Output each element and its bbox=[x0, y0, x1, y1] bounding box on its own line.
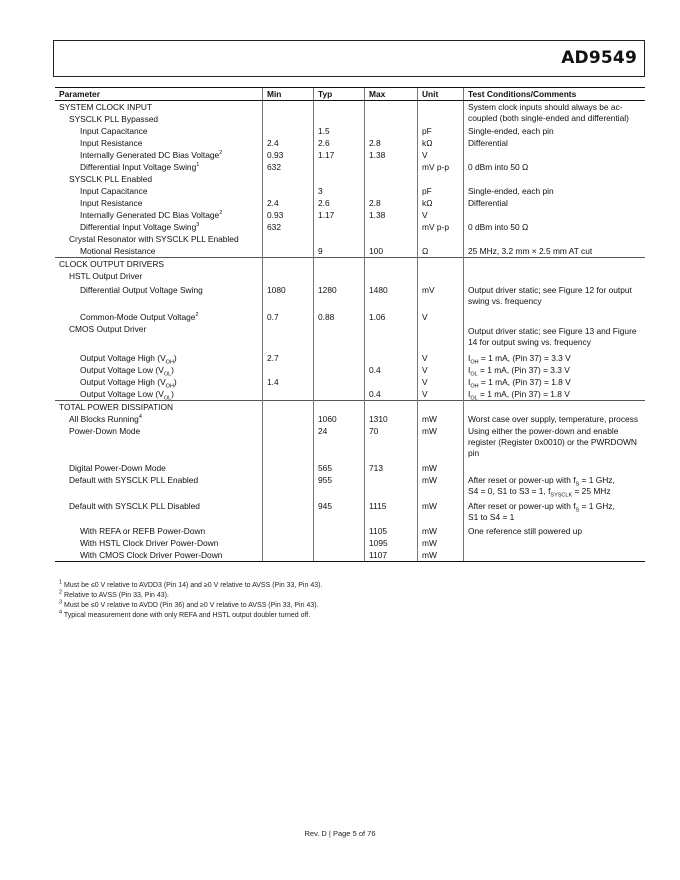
min-value bbox=[263, 125, 314, 137]
footnote-ref: 2 bbox=[219, 150, 223, 157]
table-row bbox=[55, 197, 645, 209]
max-value bbox=[365, 352, 418, 364]
param-label: Motional Resistance bbox=[80, 246, 156, 256]
unit-value: V bbox=[418, 364, 464, 376]
max-value bbox=[365, 185, 418, 197]
unit-value: V bbox=[418, 376, 464, 388]
typ-value: 1.5 bbox=[314, 125, 365, 137]
typ-value: 565 bbox=[314, 462, 365, 474]
test-conditions: $I_{OL} = 1$ mA, (Pin 37) = 1.8 V bbox=[464, 388, 646, 401]
param-label: Output Voltage Low $(V_{OL})$ bbox=[80, 389, 174, 402]
typ-value bbox=[314, 549, 365, 562]
param-label: Input Resistance bbox=[80, 138, 143, 148]
table-row bbox=[55, 500, 645, 525]
test-conditions: 0 dBm into 50 Ω bbox=[464, 221, 646, 233]
typ-value: 1280 bbox=[314, 282, 365, 311]
table-row bbox=[55, 221, 645, 233]
table-row bbox=[55, 245, 645, 258]
min-value bbox=[263, 500, 314, 525]
param-label: Differential Input Voltage Swing$^1$ bbox=[80, 162, 200, 172]
table-row bbox=[55, 173, 645, 185]
typ-value: 24 bbox=[314, 425, 365, 462]
max-value: 1115 bbox=[365, 500, 418, 525]
table-row bbox=[55, 474, 645, 500]
footnote-ref: 2 bbox=[219, 210, 223, 217]
test-conditions: After reset or power-up with $f_S = 1$ GHz, S4 = 0, S1 to S3 = 1, $f_{SYSCLK} = 25$ MHz bbox=[464, 474, 646, 500]
min-value: 1080 bbox=[263, 282, 314, 311]
typ-value bbox=[314, 364, 365, 376]
typ-value bbox=[314, 376, 365, 388]
table-row bbox=[55, 258, 645, 271]
test-conditions bbox=[464, 462, 646, 474]
section-title: TOTAL POWER DISSIPATION bbox=[55, 401, 263, 414]
unit-value: mV p-p bbox=[418, 221, 464, 233]
min-value: 2.7 bbox=[263, 352, 314, 364]
param-label: With REFA or REFB Power-Down bbox=[80, 526, 206, 536]
subsection-title: SYSCLK PLL Enabled bbox=[69, 174, 153, 184]
typ-value: 2.6 bbox=[314, 197, 365, 209]
param-label: With CMOS Clock Driver Power-Down bbox=[55, 549, 263, 562]
min-value: 632 bbox=[263, 221, 314, 233]
max-value: 70 bbox=[365, 425, 418, 462]
table-row bbox=[55, 125, 645, 137]
table-header-row bbox=[55, 88, 645, 101]
unit-value: V bbox=[418, 388, 464, 401]
max-value: 1105 bbox=[365, 525, 418, 537]
param-label: Output Voltage High $(V_{OH})$ bbox=[80, 377, 177, 390]
table-row bbox=[55, 525, 645, 537]
max-value: 2.8 bbox=[365, 197, 418, 209]
min-value bbox=[263, 364, 314, 376]
max-value: 0.4 bbox=[365, 364, 418, 376]
typ-value: 1.17 bbox=[314, 149, 365, 161]
typ-value: 955 bbox=[314, 474, 365, 500]
footnote: $^1$ Must be ≤0 V relative to AVDD3 (Pin 14) and ≥0 V relative to AVSS (Pin 33, Pin 43). bbox=[59, 579, 323, 589]
param-label: Differential Output Voltage Swing bbox=[80, 285, 203, 295]
unit-value: mW bbox=[418, 425, 464, 462]
unit-value: mW bbox=[418, 474, 464, 500]
min-value bbox=[263, 549, 314, 562]
table-row bbox=[55, 388, 645, 401]
unit-value: mV bbox=[418, 282, 464, 311]
min-value: 1.4 bbox=[263, 376, 314, 388]
table-row bbox=[55, 282, 645, 311]
typ-value bbox=[314, 352, 365, 364]
typ-value bbox=[314, 537, 365, 549]
typ-value: 3 bbox=[314, 185, 365, 197]
min-value bbox=[263, 474, 314, 500]
min-value bbox=[263, 413, 314, 425]
param-label: Internally Generated DC Bias Voltage$^2$ bbox=[80, 150, 223, 160]
typ-value: 1060 bbox=[314, 413, 365, 425]
min-value: 0.93 bbox=[263, 209, 314, 221]
max-value: 1480 bbox=[365, 282, 418, 311]
param-label: Default with SYSCLK PLL Disabled bbox=[69, 501, 200, 511]
footnote-ref: 4 bbox=[138, 414, 142, 421]
table-row bbox=[55, 149, 645, 161]
table-row bbox=[55, 270, 645, 282]
table-row bbox=[55, 233, 645, 245]
test-conditions: Single-ended, each pin bbox=[464, 185, 646, 197]
table-row bbox=[55, 352, 645, 364]
param-label: Digital Power-Down Mode bbox=[69, 463, 166, 473]
unit-value: mW bbox=[418, 537, 464, 549]
page-header bbox=[53, 40, 645, 77]
param-label: Output Voltage Low $(V_{OL})$ bbox=[80, 365, 174, 378]
min-value: 2.4 bbox=[263, 197, 314, 209]
test-conditions: Worst case over supply, temperature, process bbox=[464, 413, 646, 425]
test-conditions: Differential bbox=[464, 197, 646, 209]
max-value: 1.06 bbox=[365, 311, 418, 323]
param-label: With HSTL Clock Driver Power-Down bbox=[80, 538, 219, 548]
column-header-test-conditions: Test Conditions/Comments bbox=[464, 88, 646, 101]
table-row bbox=[55, 185, 645, 197]
max-value: 100 bbox=[365, 245, 418, 258]
table-row bbox=[55, 537, 645, 549]
footnote-ref: 2 bbox=[195, 312, 199, 319]
test-conditions: 25 MHz, 3.2 mm × 2.5 mm AT cut bbox=[464, 245, 646, 258]
unit-value: mW bbox=[418, 549, 464, 562]
table-row bbox=[55, 549, 645, 562]
test-conditions: $I_{OH} = 1$ mA, (Pin 37) = 1.8 V bbox=[464, 376, 646, 388]
test-conditions: Differential bbox=[464, 137, 646, 149]
footnote-ref: 3 bbox=[196, 222, 200, 229]
table-row bbox=[55, 311, 645, 323]
test-conditions: After reset or power-up with $f_S = 1$ GHz, S1 to S4 = 1 bbox=[464, 500, 646, 525]
subsection-title: Crystal Resonator with SYSCLK PLL Enabled bbox=[69, 234, 239, 244]
subsection-title: SYSCLK PLL Bypassed bbox=[69, 114, 159, 124]
typ-value bbox=[314, 161, 365, 173]
typ-value: 2.6 bbox=[314, 137, 365, 149]
typ-value: 9 bbox=[314, 245, 365, 258]
unit-value: mW bbox=[418, 413, 464, 425]
max-value bbox=[365, 474, 418, 500]
typ-value bbox=[314, 388, 365, 401]
subsection-title: HSTL Output Driver bbox=[69, 271, 143, 281]
test-conditions bbox=[464, 209, 646, 221]
unit-value: kΩ bbox=[418, 197, 464, 209]
footnote-ref: 1 bbox=[196, 162, 200, 169]
typ-value: 945 bbox=[314, 500, 365, 525]
max-value: 2.8 bbox=[365, 137, 418, 149]
typ-value bbox=[314, 525, 365, 537]
max-value: 0.4 bbox=[365, 388, 418, 401]
footnote: $^2$ Relative to AVSS (Pin 33, Pin 43). bbox=[59, 589, 169, 599]
test-conditions: Output driver static; see Figure 12 for output swing vs. frequency bbox=[464, 282, 646, 311]
test-conditions bbox=[464, 537, 646, 549]
footnote: $^4$ Typical measurement done with only REFA and HSTL output doubler turned off. bbox=[59, 609, 311, 619]
unit-value: V bbox=[418, 149, 464, 161]
test-conditions: System clock inputs should always be ac-coupled (both single-ended and differential) bbox=[464, 101, 646, 126]
param-label: Input Capacitance bbox=[80, 186, 148, 196]
table-row bbox=[55, 413, 645, 425]
test-conditions bbox=[464, 549, 646, 562]
test-conditions: Output driver static; see Figure 13 and Figure 14 for output swing vs. frequency bbox=[464, 323, 646, 352]
min-value bbox=[263, 462, 314, 474]
unit-value: mW bbox=[418, 500, 464, 525]
max-value bbox=[365, 161, 418, 173]
column-header-unit: Unit bbox=[418, 88, 464, 101]
unit-value: V bbox=[418, 209, 464, 221]
max-value: 1095 bbox=[365, 537, 418, 549]
test-conditions: One reference still powered up bbox=[464, 525, 646, 537]
test-conditions bbox=[464, 311, 646, 323]
max-value: 713 bbox=[365, 462, 418, 474]
max-value bbox=[365, 376, 418, 388]
param-label: Output Voltage High $(V_{OH})$ bbox=[80, 353, 177, 366]
unit-value: pF bbox=[418, 125, 464, 137]
section-title: SYSTEM CLOCK INPUT bbox=[59, 102, 153, 112]
unit-value: mW bbox=[418, 462, 464, 474]
unit-value: V bbox=[418, 352, 464, 364]
typ-value: 0.88 bbox=[314, 311, 365, 323]
test-conditions bbox=[464, 149, 646, 161]
param-label: Differential Input Voltage Swing$^3$ bbox=[80, 222, 200, 232]
param-label: Input Resistance bbox=[80, 198, 143, 208]
min-value bbox=[263, 425, 314, 462]
table-row bbox=[55, 323, 645, 352]
column-header-min: Min bbox=[263, 88, 314, 101]
param-label: All Blocks Running$^4$ bbox=[69, 414, 142, 424]
typ-value bbox=[314, 221, 365, 233]
table-row bbox=[55, 161, 645, 173]
unit-value: Ω bbox=[418, 245, 464, 258]
param-label: Input Capacitance bbox=[80, 126, 148, 136]
table-row bbox=[55, 209, 645, 221]
test-conditions: 0 dBm into 50 Ω bbox=[464, 161, 646, 173]
param-label: Power-Down Mode bbox=[69, 426, 141, 436]
min-value: 632 bbox=[263, 161, 314, 173]
max-value bbox=[365, 125, 418, 137]
min-value bbox=[263, 185, 314, 197]
column-header-typ: Typ bbox=[314, 88, 365, 101]
section-title: CLOCK OUTPUT DRIVERS bbox=[55, 258, 263, 271]
test-conditions: $I_{OL} = 1$ mA, (Pin 37) = 3.3 V bbox=[464, 364, 646, 376]
max-value: 1310 bbox=[365, 413, 418, 425]
table-row bbox=[55, 462, 645, 474]
unit-value: pF bbox=[418, 185, 464, 197]
unit-value: mV p-p bbox=[418, 161, 464, 173]
min-value: 0.7 bbox=[263, 311, 314, 323]
unit-value: kΩ bbox=[418, 137, 464, 149]
max-value: 1.38 bbox=[365, 149, 418, 161]
min-value bbox=[263, 537, 314, 549]
table-row bbox=[55, 364, 645, 376]
max-value: 1.38 bbox=[365, 209, 418, 221]
test-conditions: Single-ended, each pin bbox=[464, 125, 646, 137]
param-label: Default with SYSCLK PLL Enabled bbox=[69, 475, 199, 485]
table-row bbox=[55, 401, 645, 414]
table-row bbox=[55, 137, 645, 149]
param-label: Common-Mode Output Voltage$^2$ bbox=[80, 312, 199, 322]
unit-value: V bbox=[418, 311, 464, 323]
page-footer: Rev. D | Page 5 of 76 bbox=[304, 829, 376, 838]
footnotes bbox=[59, 581, 322, 621]
min-value bbox=[263, 525, 314, 537]
min-value bbox=[263, 388, 314, 401]
max-value bbox=[365, 221, 418, 233]
column-header-parameter: Parameter bbox=[55, 88, 263, 101]
part-number: AD9549 bbox=[561, 48, 637, 68]
table-row bbox=[55, 376, 645, 388]
unit-value: mW bbox=[418, 525, 464, 537]
max-value: 1107 bbox=[365, 549, 418, 562]
test-conditions: $I_{OH} = 1$ mA, (Pin 37) = 3.3 V bbox=[464, 352, 646, 364]
test-conditions: Using either the power-down and enable register (Register 0x0010) or the PWRDOWN pin bbox=[464, 425, 646, 462]
column-header-max: Max bbox=[365, 88, 418, 101]
subsection-title: CMOS Output Driver bbox=[69, 324, 147, 334]
min-value: 0.93 bbox=[263, 149, 314, 161]
min-value bbox=[263, 245, 314, 258]
min-value: 2.4 bbox=[263, 137, 314, 149]
footnote: $^3$ Must be ≤0 V relative to AVDD (Pin 36) and ≥0 V relative to AVSS (Pin 33, Pin 43). bbox=[59, 599, 319, 609]
typ-value: 1.17 bbox=[314, 209, 365, 221]
specifications-table bbox=[55, 87, 645, 562]
param-label: Internally Generated DC Bias Voltage$^2$ bbox=[80, 210, 223, 220]
table-row bbox=[55, 425, 645, 462]
table-row bbox=[55, 101, 645, 114]
